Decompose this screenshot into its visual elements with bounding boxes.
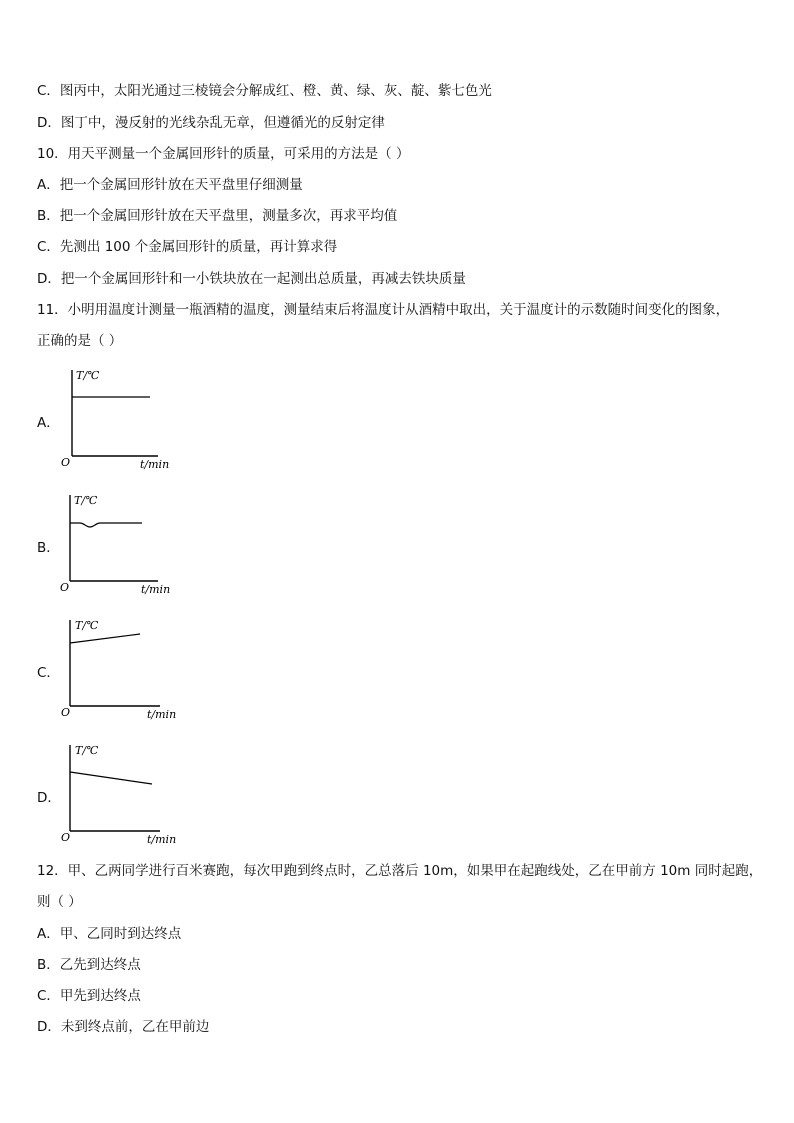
q11-graph-b xyxy=(58,489,178,603)
q11-option-c-label: C． xyxy=(37,665,60,681)
q11-option-a-label: A． xyxy=(37,415,60,431)
q11-stem-line2: 正确的是（ ） xyxy=(37,333,123,349)
x-axis-label: t/min xyxy=(141,583,171,596)
y-axis-label: T/℃ xyxy=(74,494,98,507)
x-axis-label: t/min xyxy=(147,708,177,721)
q12-option-d: D．未到终点前，乙在甲前边 xyxy=(37,1019,210,1035)
x-axis-label: t/min xyxy=(140,458,170,471)
origin-label: O xyxy=(61,706,71,719)
q10-stem: 10．用天平测量一个金属回形针的质量，可采用的方法是（ ） xyxy=(37,146,410,162)
temperature-curve xyxy=(70,523,142,527)
q9-option-c: C．图丙中，太阳光通过三棱镜会分解成红、橙、黄、绿、灰、靛、紫七色光 xyxy=(37,83,492,99)
q11-graph-a xyxy=(58,364,178,478)
origin-label: O xyxy=(61,831,71,844)
q12-stem-line2: 则（ ） xyxy=(37,894,82,910)
y-axis-label: T/℃ xyxy=(75,619,99,632)
q10-option-d: D．把一个金属回形针和一小铁块放在一起测出总质量，再减去铁块质量 xyxy=(37,271,466,287)
origin-label: O xyxy=(60,581,70,594)
y-axis-label: T/℃ xyxy=(76,369,100,382)
q10-option-a: A．把一个金属回形针放在天平盘里仔细测量 xyxy=(37,177,303,193)
origin-label: O xyxy=(61,456,71,469)
q12-stem-line1: 12．甲、乙两同学进行百米赛跑，每次甲跑到终点时，乙总落后 10m，如果甲在起跑线处，乙在甲前方 10m 同时起跑， xyxy=(37,863,763,879)
q10-option-c: C．先测出 100 个金属回形针的质量，再计算求得 xyxy=(37,239,338,255)
y-axis-label: T/℃ xyxy=(75,744,99,757)
q11-graph-d xyxy=(58,739,183,853)
temperature-curve xyxy=(70,772,152,784)
q11-stem-line1: 11．小明用温度计测量一瓶酒精的温度，测量结束后将温度计从酒精中取出，关于温度计的示数随时间变化的图象， xyxy=(37,302,730,318)
q10-option-b: B．把一个金属回形针放在天平盘里，测量多次，再求平均值 xyxy=(37,208,398,224)
q12-option-b: B．乙先到达终点 xyxy=(37,957,141,973)
q12-option-c: C．甲先到达终点 xyxy=(37,988,141,1004)
q11-graph-c xyxy=(58,614,183,728)
q9-option-d: D．图丁中，漫反射的光线杂乱无章，但遵循光的反射定律 xyxy=(37,115,385,131)
q11-option-b-label: B． xyxy=(37,540,60,556)
temperature-curve xyxy=(70,634,140,643)
x-axis-label: t/min xyxy=(147,833,177,846)
q12-option-a: A．甲、乙同时到达终点 xyxy=(37,926,182,942)
q11-option-d-label: D． xyxy=(37,790,61,806)
